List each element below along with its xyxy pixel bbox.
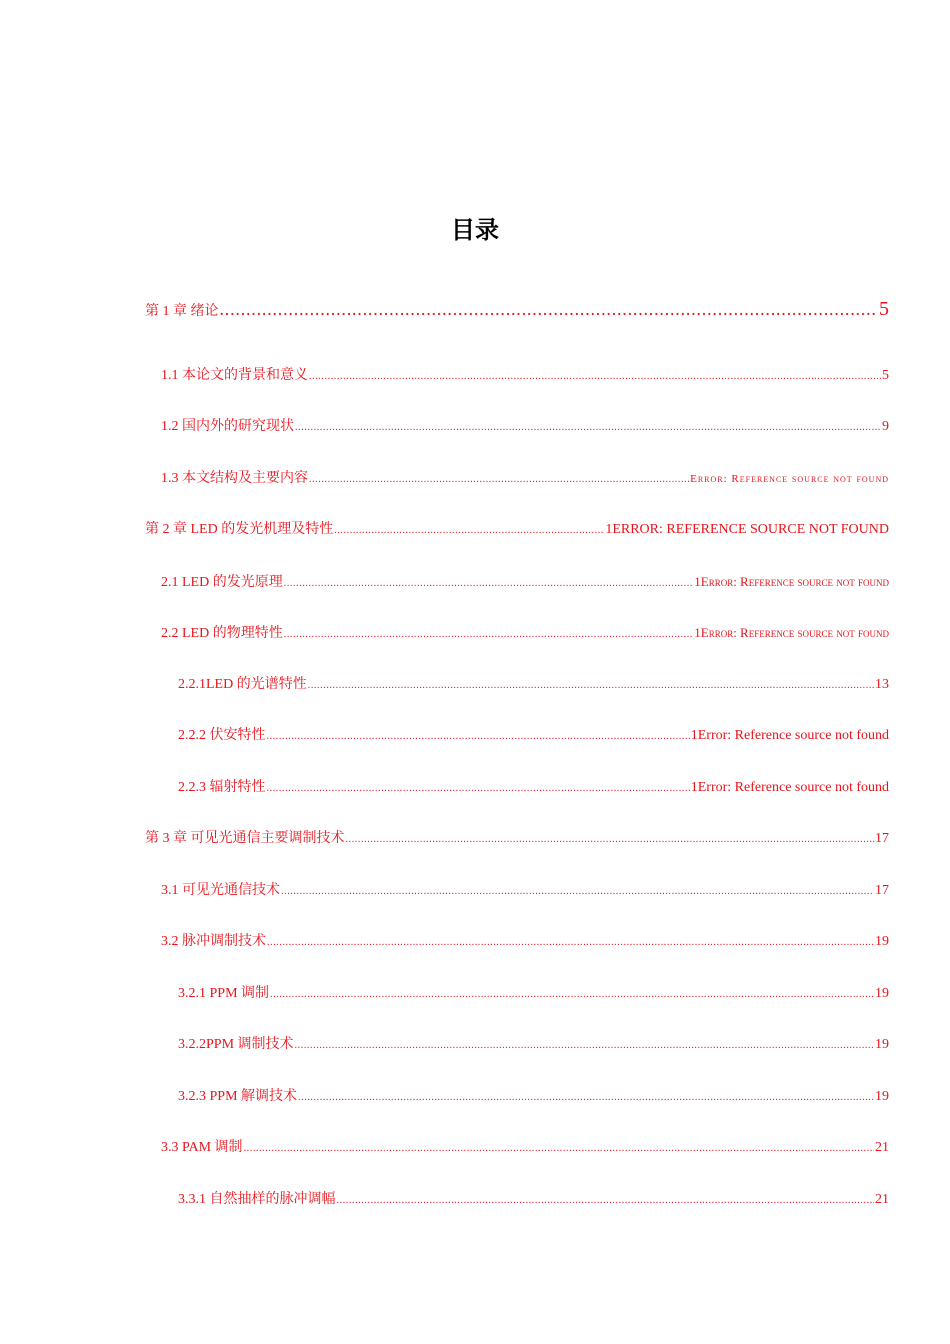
dot-leader (334, 520, 604, 541)
toc-entry-3-2-3[interactable] (178, 1087, 889, 1108)
toc-entry-label: 1.1 本论文的背景和意义 (161, 368, 308, 383)
toc-entry-page: 19 (875, 986, 889, 1001)
dot-leader (295, 1035, 874, 1056)
toc-entry-label: 3.2.3 PPM 解调技术 (178, 1089, 298, 1104)
toc-entry-label: 2.2.2 伏安特性 (178, 728, 266, 743)
dot-leader (267, 726, 690, 747)
dot-leader (298, 1087, 874, 1108)
dot-leader (220, 299, 879, 322)
toc-entry-page: 17 (875, 883, 889, 898)
toc-entry-1-1[interactable] (161, 366, 889, 387)
toc-entry-2-2-2[interactable] (178, 726, 889, 747)
toc-entry-page: 1Error: Reference source not found (690, 780, 889, 795)
toc-entry-3-3-1[interactable] (178, 1190, 889, 1211)
toc-entry-chapter-3[interactable] (145, 829, 889, 850)
toc-entry-2-1[interactable] (161, 572, 889, 594)
toc-entry-page: 5 (879, 298, 889, 320)
toc-entry-page: 17 (875, 831, 889, 846)
toc-entry-page: 19 (875, 1089, 889, 1104)
toc-entry-1-3[interactable] (161, 469, 889, 490)
toc-entry-page: Error: Reference source not found (690, 473, 889, 485)
toc-entry-label: 3.3.1 自然抽样的脉冲调幅 (178, 1192, 336, 1207)
toc-entry-page: 9 (882, 419, 889, 434)
toc-entry-page: 21 (875, 1140, 889, 1155)
toc-entry-page: 5 (882, 368, 889, 383)
toc-entry-label: 2.1 LED 的发光原理 (161, 575, 283, 590)
dot-leader (309, 469, 689, 490)
toc-entry-1-2[interactable] (161, 417, 889, 438)
toc-entry-label: 3.2.2PPM 调制技术 (178, 1037, 294, 1052)
toc-entry-page: 1Error: Reference source not found (694, 625, 889, 640)
toc-entry-3-2-1[interactable] (178, 984, 889, 1005)
toc-entry-label: 第 2 章 LED 的发光机理及特性 (145, 522, 334, 537)
toc-entry-label: 2.2.3 辐射特性 (178, 780, 266, 795)
toc-entry-label: 2.2 LED 的物理特性 (161, 626, 283, 641)
toc-entry-3-1[interactable] (161, 881, 889, 902)
dot-leader (284, 624, 694, 645)
dot-leader (346, 829, 875, 850)
toc-entry-2-2[interactable] (161, 623, 889, 645)
dot-leader (295, 417, 881, 438)
toc-entry-label: 第 1 章 绪论 (145, 304, 219, 319)
toc-entry-chapter-2[interactable] (145, 520, 889, 541)
toc-title: 目录 (451, 216, 499, 244)
toc-entry-page: 1Error: Reference source not found (690, 728, 889, 743)
dot-leader (267, 932, 874, 953)
toc-entry-label: 3.3 PAM 调制 (161, 1140, 243, 1155)
toc-entry-label: 3.2.1 PPM 调制 (178, 986, 270, 1001)
dot-leader (309, 366, 881, 387)
toc-entry-page: 21 (875, 1192, 889, 1207)
dot-leader (284, 573, 694, 594)
toc-entry-label: 1.2 国内外的研究现状 (161, 419, 294, 434)
toc-entry-3-2-2[interactable] (178, 1035, 889, 1056)
dot-leader (267, 778, 690, 799)
toc-entry-page: 1ERROR: REFERENCE SOURCE NOT FOUND (605, 522, 889, 537)
toc-entry-page: 1Error: Reference source not found (694, 574, 889, 589)
toc-entry-chapter-1[interactable] (145, 299, 889, 322)
dot-leader (308, 675, 874, 696)
toc-entry-page: 19 (875, 1037, 889, 1052)
toc-entry-page: 19 (875, 934, 889, 949)
toc-entry-2-2-1[interactable] (178, 675, 889, 696)
dot-leader (281, 881, 874, 902)
toc-entry-label: 1.3 本文结构及主要内容 (161, 471, 308, 486)
toc-entry-3-3[interactable] (161, 1138, 889, 1159)
toc-entry-3-2[interactable] (161, 932, 889, 953)
toc-entry-2-2-3[interactable] (178, 778, 889, 799)
toc-entry-label: 2.2.1LED 的光谱特性 (178, 677, 307, 692)
toc-entry-label: 3.1 可见光通信技术 (161, 883, 280, 898)
dot-leader (244, 1138, 874, 1159)
dot-leader (337, 1190, 875, 1211)
toc-entry-label: 第 3 章 可见光通信主要调制技术 (145, 831, 345, 846)
dot-leader (270, 984, 874, 1005)
toc-entry-page: 13 (875, 677, 889, 692)
toc-entry-label: 3.2 脉冲调制技术 (161, 934, 266, 949)
